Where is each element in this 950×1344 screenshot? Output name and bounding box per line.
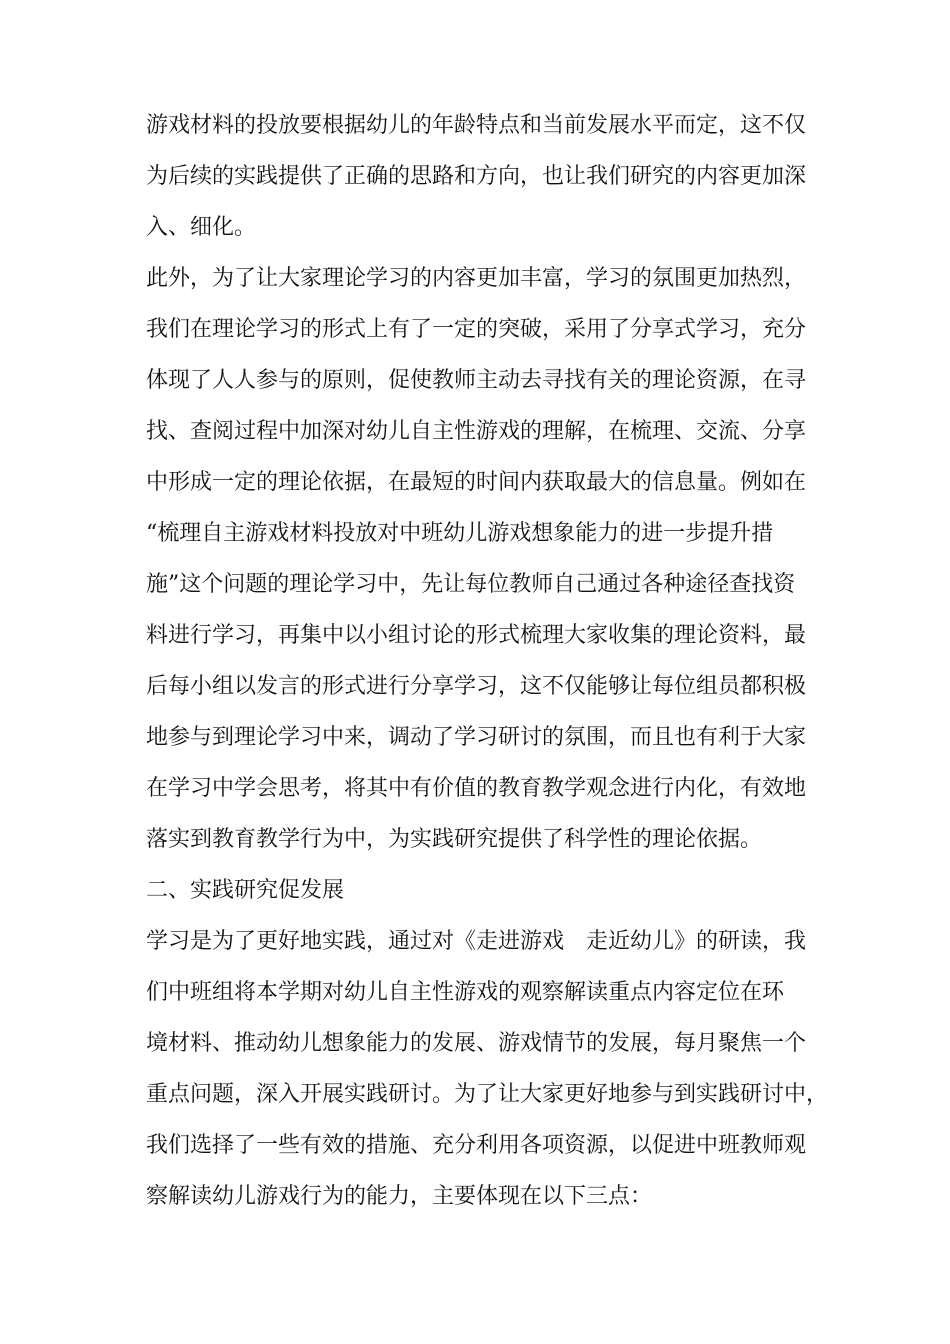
text-line: 中形成一定的理论依据，在最短的时间内获取最大的信息量。例如在 xyxy=(146,470,807,495)
text-line: 后每小组以发言的形式进行分享学习，这不仅能够让每位组员都积极 xyxy=(146,674,807,699)
text-line: 察解读幼儿游戏行为的能力，主要体现在以下三点： xyxy=(146,1184,653,1209)
text-line: 为后续的实践提供了正确的思路和方向，也让我们研究的内容更加深 xyxy=(146,164,807,189)
text-line: 们中班组将本学期对幼儿自主性游戏的观察解读重点内容定位在环 xyxy=(146,980,785,1005)
text-line: 学习是为了更好地实践，通过对《走进游戏 走近幼儿》的研读，我 xyxy=(146,929,807,954)
text-line: 此外，为了让大家理论学习的内容更加丰富，学习的氛围更加热烈， xyxy=(146,266,807,291)
text-line: 游戏材料的投放要根据幼儿的年龄特点和当前发展水平而定，这不仅 xyxy=(146,113,807,138)
text-line: 入、细化。 xyxy=(146,215,257,240)
text-line: 我们选择了一些有效的措施、充分利用各项资源，以促进中班教师观 xyxy=(146,1133,807,1158)
text-line: 料进行学习，再集中以小组讨论的形式梳理大家收集的理论资料，最 xyxy=(146,623,807,648)
text-line: 找、查阅过程中加深对幼儿自主性游戏的理解，在梳理、交流、分享 xyxy=(146,419,807,444)
text-line: 施”这个问题的理论学习中，先让每位教师自己通过各种途径查找资 xyxy=(146,572,796,597)
text-line: 落实到教育教学行为中，为实践研究提供了科学性的理论依据。 xyxy=(146,827,763,852)
text-line: “梳理自主游戏材料投放对中班幼儿游戏想象能力的进一步提升措 xyxy=(146,521,774,546)
text-line: 我们在理论学习的形式上有了一定的突破，采用了分享式学习，充分 xyxy=(146,317,807,342)
text-line: 体现了人人参与的原则，促使教师主动去寻找有关的理论资源，在寻 xyxy=(146,368,807,393)
section-heading: 二、实践研究促发展 xyxy=(146,878,345,903)
text-line: 重点问题，深入开展实践研讨。为了让大家更好地参与到实践研讨中， xyxy=(146,1082,829,1107)
body-text xyxy=(146,100,829,1222)
text-line: 在学习中学会思考，将其中有价值的教育教学观念进行内化，有效地 xyxy=(146,776,807,801)
text-line: 地参与到理论学习中来，调动了学习研讨的氛围，而且也有利于大家 xyxy=(146,725,807,750)
text-line: 境材料、推动幼儿想象能力的发展、游戏情节的发展，每月聚焦一个 xyxy=(146,1031,807,1056)
